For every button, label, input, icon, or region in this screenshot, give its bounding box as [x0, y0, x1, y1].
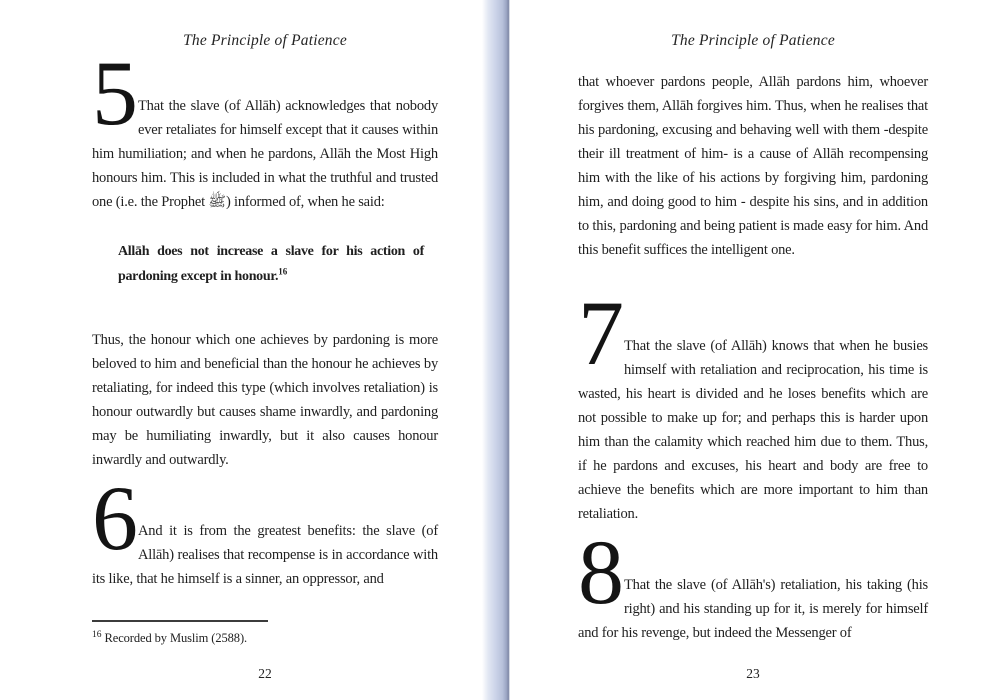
footnote: [92, 631, 247, 646]
drop-cap-8: [578, 521, 624, 623]
drop-cap-6: [92, 467, 138, 569]
drop-cap-8-numeral: 8: [578, 521, 624, 623]
left-page-header: The Principle of Patience: [183, 32, 347, 49]
hadith-quote: [118, 240, 424, 289]
drop-cap-7-numeral: 7: [578, 282, 624, 384]
drop-cap-7: [578, 282, 624, 384]
section-8-text: That the slave (of Allāh's) retaliation, his taking (his right) and his standing up for it, is merely for himself and for his revenge, but indeed the Messenger of: [578, 577, 928, 641]
left-page: [92, 30, 438, 700]
right-page: [578, 30, 928, 700]
footnote-marker: 16: [92, 629, 102, 640]
right-page-header: The Principle of Patience: [671, 32, 835, 49]
section-5: [92, 42, 438, 214]
footnote-reference: 16: [278, 265, 288, 276]
section-7: [578, 282, 928, 526]
footnote-divider: [92, 620, 268, 622]
section-6: [92, 467, 438, 591]
left-page-number: 22: [258, 666, 272, 681]
drop-cap-5: [92, 42, 138, 144]
commentary-paragraph: Thus, the honour which one achieves by pardoning is more beloved to him and beneficial than the honour he achieves by retaliating, for indeed this type (which involves retaliation) is honour outwardly but causes shame inwardly, and pardoning may be humiliating inwardly, but it also causes honour inwardly and outwardly.: [92, 332, 438, 468]
footnote-text: Recorded by Muslim (2588).: [101, 631, 248, 645]
drop-cap-5-numeral: 5: [92, 42, 138, 144]
right-page-number: 23: [746, 666, 760, 681]
drop-cap-6-numeral: 6: [92, 467, 138, 569]
section-8: [578, 521, 928, 645]
book-gutter-shadow: [482, 0, 510, 700]
continuation-paragraph: that whoever pardons people, Allāh pardons him, whoever forgives them, Allāh forgives him. Thus, when he realises that his pardoning, excusing and behaving well with them -despite their ill treatment of him- is a cause of Allāh recompensing him with the like of his actions by forgiving him, pardoning him, and doing good to him - despite his sins, and in addition to this, pardoning and being patient is made easy for him. And this benefit suffices the intelligent one.: [578, 74, 928, 258]
section-6-text: And it is from the greatest benefits: the slave (of Allāh) realises that recompense is in accordance with its like, that he himself is a sinner, an oppressor, and: [92, 523, 438, 587]
section-7-text: That the slave (of Allāh) knows that when he busies himself with retaliation and reciprocation, his time is wasted, his heart is divided and he loses benefits which are not possible to make up for; and perhaps this is harder upon him than the calamity which reached him due to them. Thus, if he pardons and excuses, his heart and body are free to achieve the benefits which are more important to him than retaliation.: [578, 338, 928, 522]
section-5-text: That the slave (of Allāh) acknowledges that nobody ever retaliates for himself except that it causes within him humiliation; and when he pardons, Allāh the Most High honours him. This is included in what the truthful and trusted one (i.e. the Prophet ﷺ) informed of, when he said:: [92, 98, 438, 210]
hadith-quote-text: Allāh does not increase a slave for his action of pardoning except in honour.: [118, 244, 424, 284]
